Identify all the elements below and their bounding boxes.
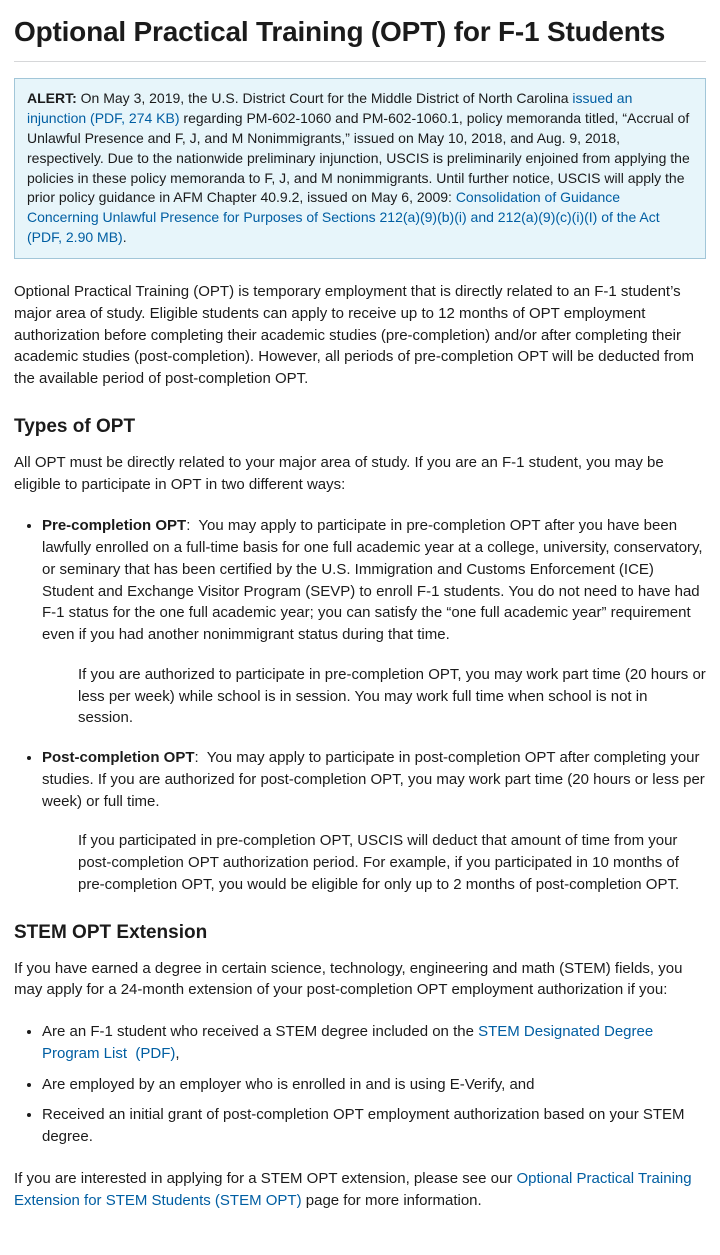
list-item-e-verify bbox=[42, 1074, 706, 1096]
bold-text-segment: Post-completion OPT bbox=[42, 749, 195, 766]
text-segment: Received an initial grant of post-completion OPT employment authorization based on your STEM degree. bbox=[42, 1106, 689, 1145]
bold-text-segment: ALERT: bbox=[27, 90, 81, 106]
title-divider bbox=[14, 61, 706, 62]
list-item-post-completion-opt bbox=[42, 747, 709, 896]
inline-link[interactable]: STEM Designated Degree Program List (PDF) bbox=[42, 1023, 658, 1062]
inline-link[interactable]: Consolidation of Guidance Concerning Unlawful Presence for Purposes of Sections 212(a)(9)(b)(i) and 212(a)(9)(c)(i)(I) of the Act (PDF, 2.90 MB) bbox=[27, 189, 664, 246]
text-segment: : You may apply to participate in post-completion OPT after completing your studies. If you are authorized for post-completion OPT, you may work part time (20 hours or less per week) or full time. bbox=[42, 749, 709, 810]
list-item-pre-completion-opt bbox=[42, 515, 706, 729]
pre-completion-sub-paragraph: If you are authorized to participate in pre-completion OPT, you may work part time (20 hours or less per week) while school is in session. You may work full time when school is not in session. bbox=[78, 665, 706, 727]
text-segment: : You may apply to participate in pre-completion OPT after you have been lawfully enrolled on a full-time basis for one full academic year at a college, university, conservatory, or seminary that has been certified by the U.S. Immigration and Customs Enforcement (ICE) Student and Exchange Visitor Program (SEVP) to enroll F-1 students. You do not need to have had F-1 status for the one full academic year; you can satisfy the “one full academic year” requirement even if you had another nonimmigrant status during that time. bbox=[42, 517, 707, 643]
text-segment: page for more information. bbox=[301, 1191, 482, 1209]
stem-requirements-list bbox=[14, 1021, 706, 1148]
section-heading-types-of-opt: Types of OPT bbox=[14, 415, 136, 437]
text-segment: regarding PM-602-1060 and PM-602-1060.1, policy memoranda titled, “Accrual of Unlawful Presence and F, J, and M Nonimmigrants,” issued on May 10, 2018, and Aug. 9, 2018, respectively. Due to the nationwide preliminary injunction, USCIS is preliminarily enjoined from applying the policies in these policy memoranda to F, J, and M nonimmigrants. Until further notice, USCIS will apply the prior policy guidance in AFM Chapter 40.9.2, issued on May 6, 2009: bbox=[27, 109, 694, 206]
text-segment: Are an F-1 student who received a STEM degree included on the bbox=[42, 1023, 479, 1040]
list-item-stem-degree bbox=[42, 1021, 706, 1065]
text-segment: . bbox=[122, 229, 127, 246]
text-segment: Are employed by an employer who is enrolled in and is using E-Verify, and bbox=[42, 1075, 535, 1093]
inline-link[interactable]: issued an injunction (PDF, 274 KB) bbox=[27, 90, 637, 126]
page-title: Optional Practical Training (OPT) for F-1 Students bbox=[14, 16, 666, 47]
text-segment: On May 3, 2019, the U.S. District Court for the Middle District of North Carolina bbox=[80, 90, 573, 106]
bold-text-segment: Pre-completion OPT bbox=[42, 517, 187, 535]
section-heading-stem-opt-extension: STEM OPT Extension bbox=[14, 921, 208, 943]
text-segment: If you are interested in applying for a STEM OPT extension, please see our bbox=[14, 1169, 517, 1187]
inline-link[interactable]: Optional Practical Training Extension for STEM Students (STEM OPT) bbox=[14, 1169, 696, 1209]
list-item-initial-grant bbox=[42, 1104, 706, 1148]
stem-intro-paragraph: If you have earned a degree in certain science, technology, engineering and math (STEM) fields, you may apply for a 24-month extension of your post-completion OPT employment authorization if you: bbox=[14, 959, 683, 999]
initial-grant-text bbox=[42, 1104, 706, 1148]
intro-paragraph: Optional Practical Training (OPT) is temporary employment that is directly related to an F-1 student’s major area of study. Eligible students can apply to receive up to 12 months of OPT employment authorization before completing their academic studies (pre-completion) and/or after completing their academic studies (post-completion). However, all periods of pre-completion OPT will be deducted from the available period of post-completion OPT. bbox=[14, 283, 695, 387]
post-completion-sub-paragraph: If you participated in pre-completion OPT, USCIS will deduct that amount of time from your post-completion OPT authorization period. For example, if you participated in 10 months of pre-completion OPT, you would be eligible for only up to 2 months of post-completion OPT. bbox=[78, 832, 680, 893]
types-intro-paragraph: All OPT must be directly related to your major area of study. If you are an F-1 student, you may be eligible to participate in OPT in two different ways: bbox=[14, 453, 664, 493]
e-verify-text bbox=[42, 1074, 706, 1096]
pre-completion-text bbox=[42, 515, 706, 646]
post-completion-text bbox=[42, 747, 709, 812]
types-of-opt-list bbox=[14, 515, 709, 895]
stem-degree-text bbox=[42, 1021, 706, 1065]
stem-closing-paragraph bbox=[14, 1168, 706, 1212]
alert-box bbox=[14, 78, 706, 259]
text-segment: , bbox=[175, 1044, 180, 1062]
alert-text bbox=[27, 89, 693, 248]
